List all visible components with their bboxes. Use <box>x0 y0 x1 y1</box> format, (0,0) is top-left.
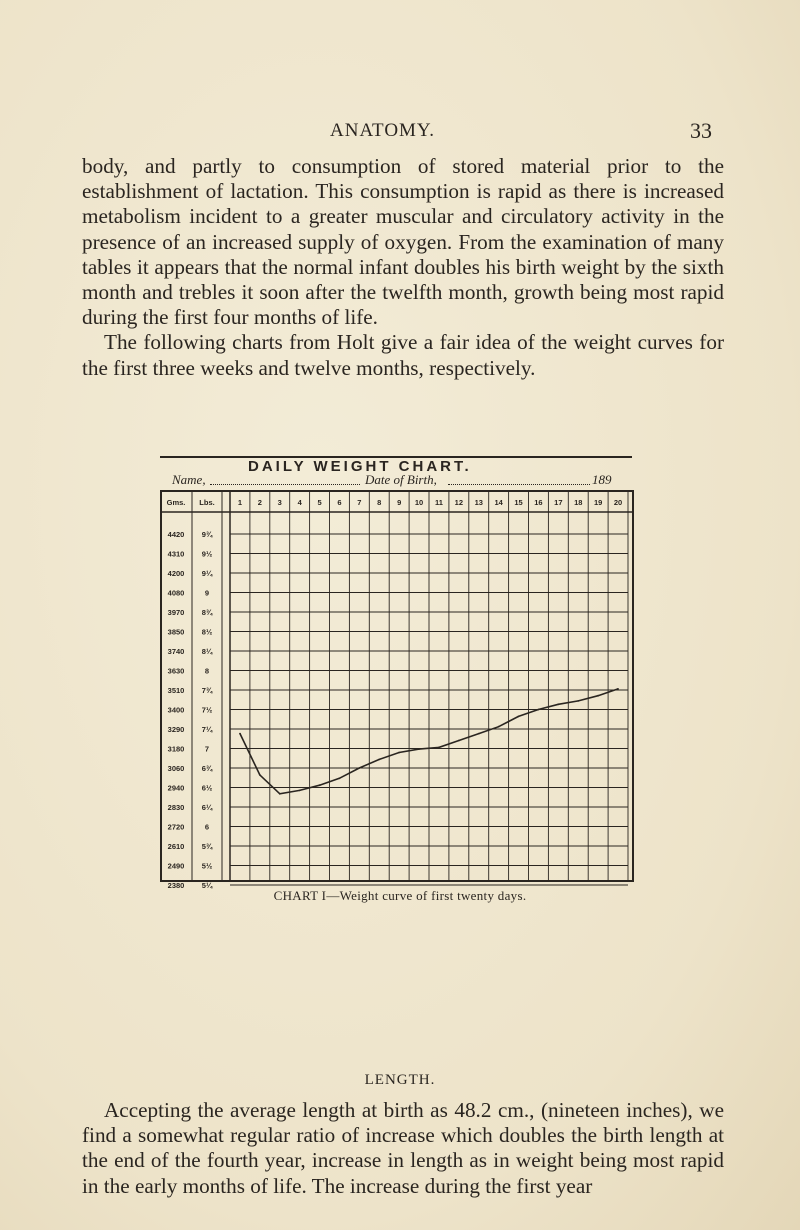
date-of-birth-label: Date of Birth, <box>365 472 437 487</box>
paragraph-text-continued: The following charts from Holt give a fair idea of the weight curves for the first three weeks and twelve months, respectively. <box>82 330 724 380</box>
day-tick-label: 7 <box>357 498 362 507</box>
day-tick-label: 13 <box>474 498 483 507</box>
gms-tick-label: 2720 <box>167 822 185 832</box>
weight-curve-point <box>259 774 261 776</box>
chart-name-row <box>160 472 632 490</box>
weight-curve-point <box>339 777 341 779</box>
chart-title: DAILY WEIGHT CHART. <box>248 458 472 475</box>
weight-curve-point <box>358 767 360 769</box>
weight-curve-point <box>518 716 520 718</box>
gms-tick-label: 3970 <box>167 608 185 617</box>
dob-dotted-line <box>448 484 590 485</box>
name-dotted-line <box>210 484 360 485</box>
year-label: 189 <box>592 472 612 487</box>
gms-tick-label: 3180 <box>167 744 185 754</box>
body-paragraph-2 <box>82 1098 724 1199</box>
lbs-tick-label: 6½ <box>201 783 213 793</box>
lbs-tick-label: 9½ <box>201 549 213 559</box>
gms-tick-label: 2940 <box>167 783 185 793</box>
weight-curve-point <box>478 733 480 735</box>
day-tick-label: 11 <box>434 498 443 507</box>
gms-tick-label: 3290 <box>167 725 185 734</box>
weight-curve-point <box>378 759 380 761</box>
lbs-tick-label: 7¼ <box>201 725 213 734</box>
lbs-tick-label: 5¼ <box>201 881 213 890</box>
lbs-tick-label: 8¾ <box>201 608 213 617</box>
day-tick-label: 19 <box>593 498 603 507</box>
gms-tick-label: 3400 <box>167 705 185 715</box>
lbs-tick-label: 5½ <box>201 861 213 871</box>
day-tick-label: 5 <box>317 498 322 507</box>
gms-tick-label: 4200 <box>167 569 185 578</box>
day-tick-label: 3 <box>277 498 282 507</box>
weight-curve-point <box>418 748 420 750</box>
weight-curve-point <box>538 709 540 711</box>
gms-tick-label: 4310 <box>167 549 185 559</box>
weight-curve-point <box>498 726 500 728</box>
day-tick-label: 15 <box>514 498 523 507</box>
day-tick-label: 8 <box>377 498 382 507</box>
lbs-tick-label: 7½ <box>201 705 213 715</box>
day-tick-label: 4 <box>297 498 302 507</box>
lbs-tick-label: 9 <box>204 588 210 598</box>
day-tick-label: 16 <box>534 498 543 507</box>
day-tick-label: 1 <box>237 498 243 507</box>
day-tick-label: 10 <box>414 498 424 507</box>
lbs-tick-label: 9¾ <box>201 530 213 539</box>
weight-curve-point <box>557 703 559 705</box>
gms-tick-label: 3630 <box>167 666 185 676</box>
gms-tick-label: 3850 <box>167 627 185 637</box>
chart-caption: CHART I—Weight curve of first twenty days. <box>273 888 527 903</box>
day-tick-label: 6 <box>337 498 342 507</box>
lbs-tick-label: 7¾ <box>201 686 213 695</box>
lbs-tick-label: 8 <box>204 666 210 676</box>
gms-tick-label: 3060 <box>167 764 185 773</box>
weight-curve-point <box>597 695 599 697</box>
day-tick-label: 20 <box>613 498 623 507</box>
lbs-tick-label: 8½ <box>201 627 213 637</box>
weight-curve-point <box>458 740 460 742</box>
running-title: ANATOMY. <box>330 120 435 141</box>
gms-tick-label: 2380 <box>167 881 185 890</box>
lbs-tick-label: 5¾ <box>201 842 213 851</box>
name-label: Name, <box>172 472 206 487</box>
gms-tick-label: 4420 <box>167 530 185 539</box>
lbs-tick-label: 7 <box>204 744 210 754</box>
section-heading: LENGTH. <box>364 1072 436 1088</box>
weight-curve-point <box>299 790 301 792</box>
lbs-tick-label: 6 <box>204 822 210 832</box>
page-number: 33 <box>690 118 712 143</box>
gms-tick-label: 2490 <box>167 861 185 871</box>
lbs-tick-label: 9¼ <box>201 569 213 578</box>
weight-curve-point <box>438 747 440 749</box>
day-tick-label: 2 <box>257 498 262 507</box>
weight-curve-point <box>398 752 400 754</box>
gms-tick-label: 3740 <box>167 647 185 656</box>
gms-tick-label: 2830 <box>167 803 185 812</box>
running-head <box>0 120 800 146</box>
paragraph-text: Accepting the average length at birth as 48.2 cm., (nineteen inches), we find a somewhat regular ratio of increase which doubles the birth length at the end of the fourth year, increase in length as in weight being most rapid in the early months of life. The increase during the first year <box>82 1098 724 1198</box>
weight-curve-point <box>319 784 321 786</box>
body-paragraph <box>82 154 724 381</box>
day-tick-label: 14 <box>494 498 503 507</box>
lbs-tick-label: 6¼ <box>201 803 213 812</box>
weight-curve-point <box>239 733 241 735</box>
day-tick-label: 12 <box>454 498 464 507</box>
day-tick-label: 9 <box>397 498 402 507</box>
gms-tick-label: 3510 <box>167 686 185 695</box>
chart-frame <box>161 491 633 881</box>
day-tick-label: 18 <box>574 498 583 507</box>
weight-curve-point <box>577 700 579 702</box>
day-tick-label: 17 <box>554 498 563 507</box>
weight-curve-point <box>279 793 281 795</box>
weight-curve-point <box>617 688 619 690</box>
gms-tick-label: 4080 <box>167 588 185 598</box>
lbs-tick-label: 8¼ <box>201 647 213 656</box>
gms-tick-label: 2610 <box>167 842 185 851</box>
gms-header: Gms. <box>166 498 186 507</box>
weight-chart <box>160 490 634 890</box>
lbs-header: Lbs. <box>199 498 215 507</box>
paragraph-text: body, and partly to consumption of stored material prior to the establishment of lactation. This consumption is rapid as there is increased metabolism incident to a greater muscular and circulatory activity in the presence of an increased supply of oxygen. From the examination of many tables it appears that the normal infant doubles his birth weight by the sixth month and trebles it soon after the twelfth month, growth being most rapid during the first four months of life. <box>82 154 724 330</box>
lbs-tick-label: 6¾ <box>201 764 213 773</box>
